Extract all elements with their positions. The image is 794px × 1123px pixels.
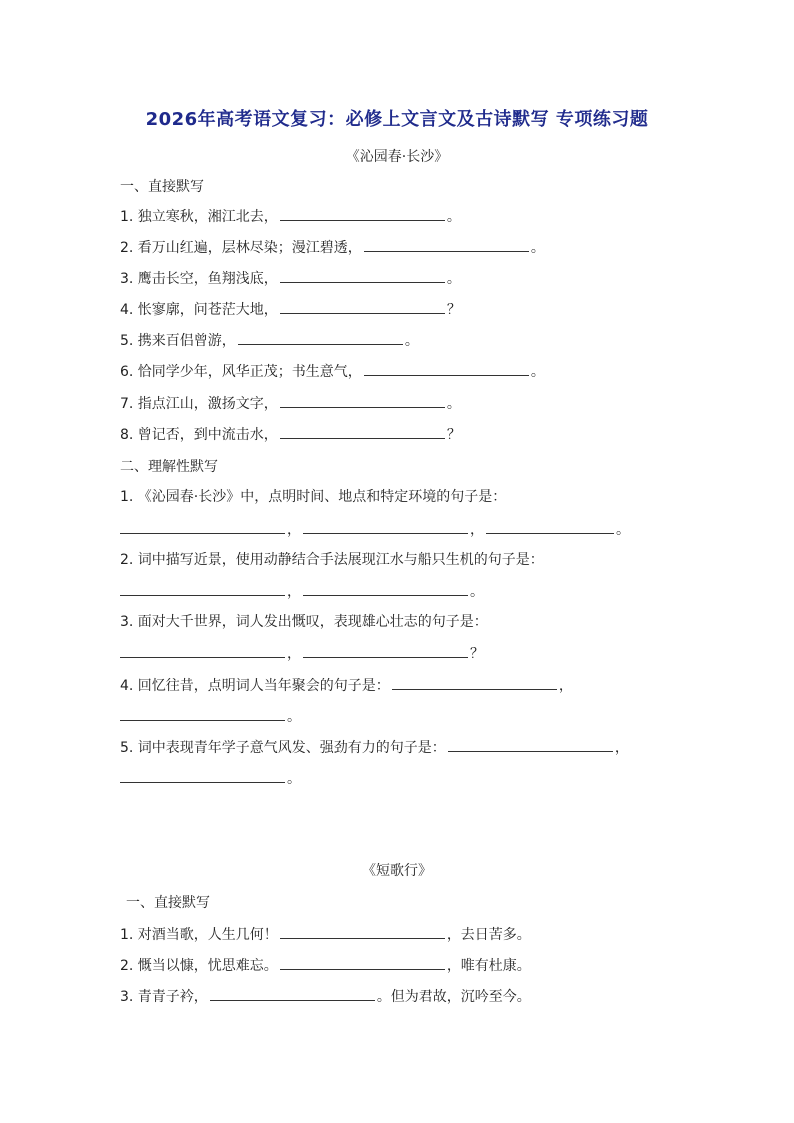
section1-part1-heading: 一、直接默写 (120, 179, 204, 195)
answer-blank[interactable] (303, 581, 468, 596)
answer-line-2-1 (120, 519, 630, 540)
question-text: 8. 曾记否，到中流击水， (120, 427, 278, 443)
question-text: 3. 青青子衿， (120, 989, 208, 1005)
question-suffix: ，唯有杜康。 (446, 958, 531, 974)
separator: ， (470, 522, 484, 538)
separator: ， (287, 646, 301, 662)
question-1-7 (120, 393, 461, 414)
question-3-2 (120, 955, 531, 976)
answer-blank[interactable] (280, 268, 445, 283)
question-1-4 (120, 299, 461, 320)
question-suffix: 。 (530, 364, 545, 380)
answer-blank[interactable] (280, 206, 445, 221)
section1-part2-heading: 二、理解性默写 (120, 459, 218, 475)
answer-blank[interactable] (486, 519, 614, 534)
section2-part1-heading: 一、直接默写 (126, 895, 210, 911)
question-text: 6. 恰同学少年，风华正茂；书生意气， (120, 364, 362, 380)
question-text: 2. 慨当以慷，忧思难忘。 (120, 958, 278, 974)
poem-title-qinyuanchun: 《沁园春·长沙》 (345, 149, 449, 165)
question-3-1 (120, 924, 531, 945)
question-suffix: 。 (446, 396, 461, 412)
answer-blank[interactable] (120, 581, 285, 596)
answer-blank[interactable] (303, 519, 468, 534)
separator: ， (287, 522, 301, 538)
question-1-2 (120, 237, 545, 258)
answer-blank[interactable] (120, 643, 285, 658)
answer-blank[interactable] (120, 768, 285, 783)
separator: 。 (616, 522, 630, 538)
answer-blank[interactable] (210, 986, 375, 1001)
answer-blank[interactable] (303, 643, 468, 658)
question-1-5 (120, 330, 419, 351)
answer-line-2-4 (120, 706, 301, 727)
question-text: 4. 回忆往昔，点明词人当年聚会的句子是： (120, 678, 390, 694)
question-text: 1. 对酒当歌，人生几何！ (120, 927, 278, 943)
separator: ？ (470, 646, 484, 662)
separator: ， (614, 740, 629, 756)
question-suffix: ？ (446, 302, 461, 318)
separator: 。 (287, 709, 301, 725)
separator: 。 (470, 584, 484, 600)
question-2-5 (120, 737, 629, 758)
answer-line-2-2 (120, 581, 484, 602)
question-text: 3. 鹰击长空，鱼翔浅底， (120, 271, 278, 287)
question-suffix: ，去日苦多。 (446, 927, 531, 943)
poem-title-duangexing: 《短歌行》 (362, 863, 432, 879)
question-text: 5. 携来百侣曾游， (120, 333, 236, 349)
separator: ， (558, 678, 573, 694)
question-1-8 (120, 424, 461, 445)
question-3-3 (120, 986, 531, 1007)
answer-blank[interactable] (280, 424, 445, 439)
question-2-4 (120, 675, 573, 696)
question-text: 1. 独立寒秋，湘江北去， (120, 209, 278, 225)
question-suffix: 。 (446, 209, 461, 225)
question-suffix: 。但为君故，沉吟至今。 (376, 989, 531, 1005)
question-suffix: 。 (530, 240, 545, 256)
answer-blank[interactable] (364, 237, 529, 252)
question-text: 5. 词中表现青年学子意气风发、强劲有力的句子是： (120, 740, 446, 756)
question-2-2: 2. 词中描写近景，使用动静结合手法展现江水与船只生机的句子是： (120, 552, 544, 568)
answer-blank[interactable] (364, 361, 529, 376)
answer-blank[interactable] (280, 955, 445, 970)
question-1-1 (120, 206, 461, 227)
question-1-3 (120, 268, 461, 289)
answer-line-2-3 (120, 643, 484, 664)
separator: ， (287, 584, 301, 600)
separator: 。 (287, 771, 301, 787)
answer-blank[interactable] (280, 924, 445, 939)
answer-blank[interactable] (120, 706, 285, 721)
question-suffix: 。 (446, 271, 461, 287)
answer-blank[interactable] (448, 737, 613, 752)
question-text: 7. 指点江山，激扬文字， (120, 396, 278, 412)
question-suffix: 。 (404, 333, 419, 349)
answer-line-2-5 (120, 768, 301, 789)
answer-blank[interactable] (120, 519, 285, 534)
question-text: 4. 怅寥廓，问苍茫大地， (120, 302, 278, 318)
answer-blank[interactable] (280, 393, 445, 408)
document-title: 2026年高考语文复习：必修上文言文及古诗默写 专项练习题 (145, 109, 649, 130)
question-2-3: 3. 面对大千世界，词人发出慨叹，表现雄心壮志的句子是： (120, 614, 488, 630)
question-2-1: 1. 《沁园春·长沙》中，点明时间、地点和特定环境的句子是： (120, 489, 507, 505)
question-text: 2. 看万山红遍，层林尽染；漫江碧透， (120, 240, 362, 256)
answer-blank[interactable] (238, 330, 403, 345)
answer-blank[interactable] (280, 299, 445, 314)
answer-blank[interactable] (392, 675, 557, 690)
question-suffix: ？ (446, 427, 461, 443)
question-1-6 (120, 361, 545, 382)
